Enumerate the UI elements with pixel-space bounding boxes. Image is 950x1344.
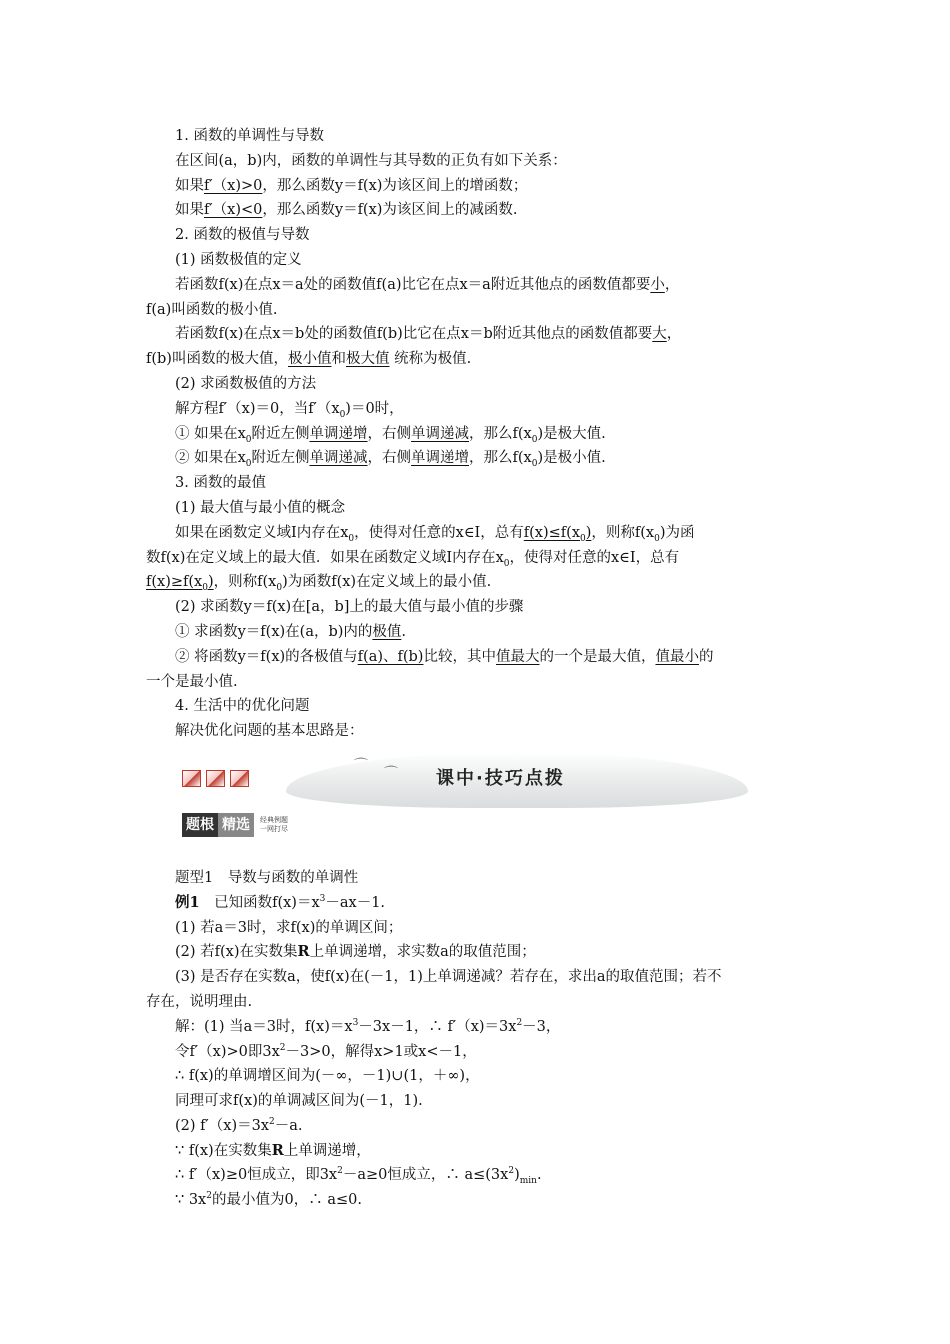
question-3-cont: 存在，说明理由. — [146, 993, 253, 1010]
section-3-sub2: (2) 求函数y＝f(x)在[a，b]上的最大值与最小值的步骤 — [175, 599, 524, 616]
section-1-title: 1. 函数的单调性与导数 — [175, 128, 324, 144]
solution-line-6: ∵ f(x)在实数集R上单调递增， — [175, 1141, 371, 1159]
answer-blank: 极小值 — [287, 351, 332, 368]
banner-title: 课中·技巧点拨 — [436, 767, 565, 789]
answer-blank: 单调递增 — [411, 450, 470, 467]
max-def-line1: 若函数f(x)在点x＝b处的函数值f(b)比它在点x＝b附近其他点的函数值都要大， — [175, 326, 682, 343]
decor-square-icon — [206, 770, 225, 787]
section-2-sub2: (2) 求函数极值的方法 — [175, 375, 317, 392]
section-2-title: 2. 函数的极值与导数 — [175, 227, 310, 244]
question-1: (1) 若a＝3时，求f(x)的单调区间； — [175, 919, 403, 936]
extreme-def-line3: $f(x)\ge f(x_0)$，则称$f(x_0)$为函数f(x)在定义域上的最小值. — [146, 574, 492, 594]
extreme-def-line1: 如果在函数定义域I内存在$x_0$，使得对任意的x∈I，总有$f(x)\le f(x_0)$，则称$f(x_0)$为函 — [175, 524, 695, 544]
case-min: ② 如果在$x_0$附近左侧单调递减，右侧单调递增，那么$f(x_0)$是极小值. — [175, 450, 606, 470]
answer-blank: 大 — [652, 326, 667, 343]
section-2-sub1: (1) 函数极值的定义 — [175, 251, 302, 268]
answer-blank: 单调递减 — [309, 450, 368, 467]
decreasing-rule: 如果f′（x)<0，那么函数y＝f(x)为该区间上的减函数. — [175, 202, 518, 219]
example-label: 例1 — [175, 893, 200, 911]
answer-blank: 极大值 — [345, 351, 390, 368]
answer-blank: 单调递减 — [411, 425, 470, 442]
question-type: 题型1 导数与函数的单调性 — [175, 869, 359, 886]
decor-square-icon — [182, 770, 201, 787]
answer-blank: 值最大 — [495, 648, 540, 665]
section-3-title: 3. 函数的最值 — [175, 475, 266, 492]
answer-blank: 单调递增 — [309, 425, 368, 442]
solution-line-1: 解：(1) 当a＝3时，$f(x)=x^3-3x-1$，∴ $f'(x)=3x^2-3$， — [175, 1017, 561, 1035]
question-2: (2) 若f(x)在实数集R上单调递增，求实数a的取值范围； — [175, 943, 536, 961]
answer-blank: f′（x)>0 — [204, 177, 263, 194]
bird-icon: ⌒ — [354, 757, 368, 774]
example-statement: 例1 已知函数$f(x)=x^3-ax-1$. — [175, 893, 386, 911]
answer-blank: 值最小 — [655, 648, 699, 665]
step-2: ② 将函数y＝f(x)的各极值与f(a)、f(b)比较，其中值最大的一个是最大值，值最小的 — [175, 648, 714, 665]
answer-blank: $f(x)\ge f(x_0)$ — [146, 574, 214, 594]
step-1: ① 求函数y＝f(x)在(a，b)内的极值. — [175, 623, 407, 640]
section-3-sub1: (1) 最大值与最小值的概念 — [175, 499, 346, 516]
min-def-line1: 若函数f(x)在点x＝a处的函数值f(a)比它在点x＝a附近其他点的函数值都要小， — [175, 276, 680, 293]
min-def-line2: f(a)叫函数的极小值. — [146, 301, 278, 318]
max-def-line2: f(b)叫函数的极大值，极小值和极大值 统称为极值. — [146, 351, 472, 368]
section-banner — [146, 752, 810, 838]
answer-blank: 小 — [650, 276, 665, 293]
method-line: 解方程f′（x)＝0，当$f'(x_0)=0$时， — [175, 400, 404, 420]
solution-line-5: (2) $f'(x)=3x^2-a$. — [175, 1117, 303, 1134]
step-2-cont: 一个是最小值. — [146, 673, 238, 690]
bird-icon: ⌒ — [384, 765, 398, 782]
question-tag: 题根 精选 经典例题 一网打尽 — [182, 814, 288, 836]
answer-blank: f′（x)<0 — [204, 202, 263, 219]
solution-line-2: 令f′（x)>0即$3x^2-3>0$，解得x>1或x<－1， — [175, 1042, 477, 1060]
document-content — [146, 124, 810, 1213]
solution-line-7: ∴ f′（x)≥0恒成立，即$3x^2-a\ge 0$恒成立，∴ $a\le(3x^2)_{min}$. — [175, 1166, 542, 1187]
decor-square-icon — [230, 770, 249, 787]
case-max: ① 如果在$x_0$附近左侧单调递增，右侧单调递减，那么$f(x_0)$是极大值. — [175, 425, 606, 445]
section-4-title: 4. 生活中的优化问题 — [175, 698, 310, 715]
answer-blank: f(a)、f(b) — [357, 648, 424, 665]
solution-line-3: ∴ f(x)的单调增区间为(－∞，－1)∪(1，＋∞)， — [175, 1068, 480, 1085]
section-4-line: 解决优化问题的基本思路是： — [175, 723, 364, 740]
answer-blank: 极值 — [372, 623, 402, 640]
solution-line-8: ∵ $3x^2$的最小值为0，∴ a≤0. — [175, 1191, 362, 1209]
section-1-intro: 在区间(a，b)内，函数的单调性与其导数的正负有如下关系： — [175, 152, 567, 169]
answer-blank: $f(x)\le f(x_0)$ — [523, 524, 592, 544]
increasing-rule: 如果f′（x)>0，那么函数y＝f(x)为该区间上的增函数； — [175, 177, 528, 194]
solution-line-4: 同理可求f(x)的单调减区间为(－1，1). — [175, 1093, 423, 1110]
extreme-def-line2: 数f(x)在定义域上的最大值．如果在函数定义域I内存在$x_0$，使得对任意的x∈I，总有 — [146, 549, 680, 569]
question-3: (3) 是否存在实数a，使f(x)在(－1，1)上单调递减？若存在，求出a的取值范围；若不 — [175, 969, 722, 986]
